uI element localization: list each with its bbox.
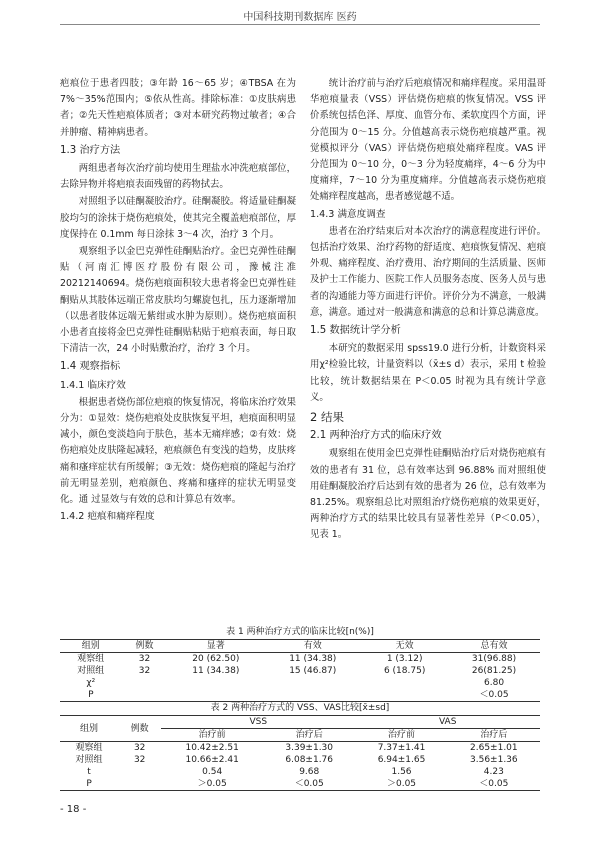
column-header: 例数 [118,716,161,742]
table-cell: 对照组 [75,755,103,765]
column-subheader: 治疗后 [263,729,355,742]
table-row [60,754,540,766]
table-cell: 0.54 [202,767,223,777]
table-row [60,677,540,689]
running-header: 中国科技期刊数据库 医药 [243,12,357,23]
table-cell: 9.68 [299,767,320,777]
section-heading: 1.5 数据统计学分析 [310,325,401,337]
table-row [60,778,540,791]
table-cell: 20 (62.50) [192,654,240,664]
column-header: 总有效 [448,640,540,653]
table-cell: χ² [86,678,96,688]
left-column [60,76,296,526]
paragraph: 观察组予以金巴克弹性硅酮贴治疗。金巴克弹性硅酮贴（河南汇博医疗股份有限公司，豫械注准20212140694。烧伤疤痕面积较大患者将金巴克弹性硅酮贴从其肢体远端正常皮肤均匀螺旋包扎，压力逐渐增加（以患者肢体远端无紫绀或水肿为原则）。烧伤疤痕面积小患者直接将金巴克弹性硅酮贴粘贴于疤痕表面，每日取下清洁一次，24 小时贴敷治疗，治疗 3 个月。 [60,246,296,355]
table-cell [361,677,448,689]
column-group-header: VAS [355,716,540,729]
table-cell: 31(96.88) [471,654,517,664]
subsection-heading: 1.4.1 临床疗效 [60,379,126,391]
table-2-grid [60,715,540,791]
table-row [60,665,540,677]
column-header: 例数 [122,640,168,653]
table-cell: 3.56±1.36 [470,755,518,765]
table-row [60,653,540,666]
paragraph: 疤痕位于患者四肢；③年龄 16～65 岁；④TBSA 在为7%～35%范围内；⑤依从性高。排除标准：①皮肤病患者；②先天性疤痕体质者；③对本研究药物过敏者；④合并肿瘤、精神病患者。 [60,78,296,138]
table-cell: 6.94±1.65 [377,755,426,765]
table-cell: 观察组 [75,743,103,753]
table-cell: 7.37±1.41 [377,743,426,753]
table-cell [167,677,264,689]
table-cell: ＜0.05 [448,689,540,702]
table-2 [60,700,540,791]
column-header: 有效 [264,640,361,653]
table-cell: ＜0.05 [448,778,540,791]
column-group-header: VSS [161,716,355,729]
table-header-row [60,716,540,729]
section-heading: 2.1 两种治疗方式的临床疗效 [310,430,442,442]
section-heading: 1.3 治疗方法 [60,144,121,156]
table-cell: 6 (18.75) [383,666,426,676]
table-cell: 26(81.25) [471,666,517,676]
column-header: 组别 [60,640,122,653]
table-cell: 3.39±1.30 [285,743,334,753]
subsection-heading: 1.4.2 疤痕和痛痒程度 [60,511,155,523]
table-cell: 6.80 [484,678,505,688]
table-cell: 32 [138,654,151,664]
column-header: 显著 [167,640,264,653]
table-row [60,742,540,755]
table-cell [264,677,361,689]
table-cell: 11 (34.38) [192,666,240,676]
table-cell: 观察组 [77,654,105,664]
table-cell [122,677,168,689]
table-1-grid [60,639,540,702]
column-header: 组别 [60,716,118,742]
table-cell: 4.23 [483,767,504,777]
table-cell: 32 [138,666,151,676]
table-cell: t [87,767,91,777]
table-cell: 1.56 [391,767,412,777]
subsection-heading: 1.4.3 满意度调查 [310,208,386,220]
table-cell: P [60,778,118,791]
table-cell: 2.65±1.01 [470,743,518,753]
table-cell [118,766,161,778]
column-subheader: 治疗后 [448,729,540,742]
table-caption: 表 2 两种治疗方式的 VSS、VAS比较[x̄±sd] [210,703,390,713]
table-cell: 32 [133,743,146,753]
table-row [60,766,540,778]
paragraph: 两组患者每次治疗前均使用生理盐水冲洗疤痕部位，去除异物并将疤痕表面残留的药物拭去。 [60,163,296,191]
table-cell: 32 [133,755,146,765]
paragraph: 对照组予以硅酮凝胶治疗。硅酮凝胶。将适量硅酮凝胶均匀的涂抹于烧伤疤痕处，使其完全覆盖疤痕部位，厚度保持在 0.1mm 每日涂抹 3～4 次，治疗 3 个月。 [60,196,296,240]
section-heading: 2 结果 [310,410,344,425]
page-number: - 18 - [60,804,87,815]
column-subheader: 治疗前 [161,729,263,742]
paragraph: 统计治疗前与治疗后疤痕情况和痛痒程度。采用温哥华疤痕量表（VSS）评估烧伤疤痕的恢复情况。VSS 评价系统包括色泽、厚度、血管分布、柔软度四个方面，评分范围为 0～15 分。分值越高表示烧伤疤痕越严重。视觉模拟评分（VAS）评估烧伤疤痕处痛痒程度。VAS 评分范围为 0～10 分，0～3 分为轻度痛痒，4～6 分为中度痛痒，7～10 分为重度痛痒。分值越高表示烧伤疤痕处痛痒程度越高，患者感觉越不适。 [310,78,546,203]
table-cell: 6.08±1.76 [285,755,334,765]
table-cell: P [60,689,122,702]
column-subheader: 治疗前 [355,729,447,742]
table-cell: 10.42±2.51 [185,743,239,753]
paragraph: 根据患者烧伤部位疤痕的恢复情况，将临床治疗效果分为：①显效：烧伤疤痕处皮肤恢复平坦，疤痕面积明显减小，颜色变淡趋向于肤色，基本无痛痒感；②有效：烧伤疤痕处皮肤隆起减轻，疤痕颜色有变浅的趋势，皮肤疼痛和瘙痒症状有所缓解；③无效：烧伤疤痕的隆起与治疗前无明显差别，疤痕颜色、疼痛和瘙痒的症状无明显变化。通 过显效与有效的总和计算总有效率。 [60,396,296,506]
paragraph: 患者在治疗结束后对本次治疗的满意程度进行评价。包括治疗效果、治疗药物的舒适度、疤痕恢复情况、疤痕外观、痛痒程度、治疗费用、治疗期间的生活质量、医师及护士工作能力、医院工作人员服务态度、医务人员与患者的沟通能力等方面进行评价。评价分为不满意，一般满意，满意。通过对一般满意和满意的总和计算总满意度。 [310,225,546,318]
table-cell: 对照组 [77,666,105,676]
table-cell: 10.66±2.41 [185,755,239,765]
table-cell: ＜0.05 [263,778,355,791]
header-rule [60,24,540,25]
section-heading: 1.4 观察指标 [60,361,121,373]
right-column [310,76,546,545]
table-cell: ＞0.05 [355,778,447,791]
table-header-row [60,640,540,653]
table-1 [60,624,540,702]
table-cell: ＞0.05 [161,778,263,791]
paragraph: 观察组在使用金巴克弹性硅酮贴治疗后对烧伤疤痕有效的患者有 31 位，总有效率达到 96.88% 而对照组使用硅酮凝胶治疗后达到有效的患者为 26 位，总有效率为 81.25%。观察组总比对照组治疗烧伤疤痕的效果更好，两种治疗方式的结果比较具有显著性差异（P＜0.05），见表 1。 [310,448,546,541]
table-cell: 1 (3.12) [386,654,423,664]
table-caption: 表 1 两种治疗方式的临床比较[n(%)] [226,627,374,637]
table-cell: 15 (46.87) [289,666,337,676]
column-header: 无效 [361,640,448,653]
paragraph: 本研究的数据采用 spss19.0 进行分析，计数资料采用χ²检验比较，计量资料以（x̄±s d）表示，采用 t 检验比较，统计数据结果在 P＜0.05 时视为具有统计学意义。 [310,343,546,403]
table-cell: 11 (34.38) [289,654,337,664]
table-cell [118,778,161,791]
